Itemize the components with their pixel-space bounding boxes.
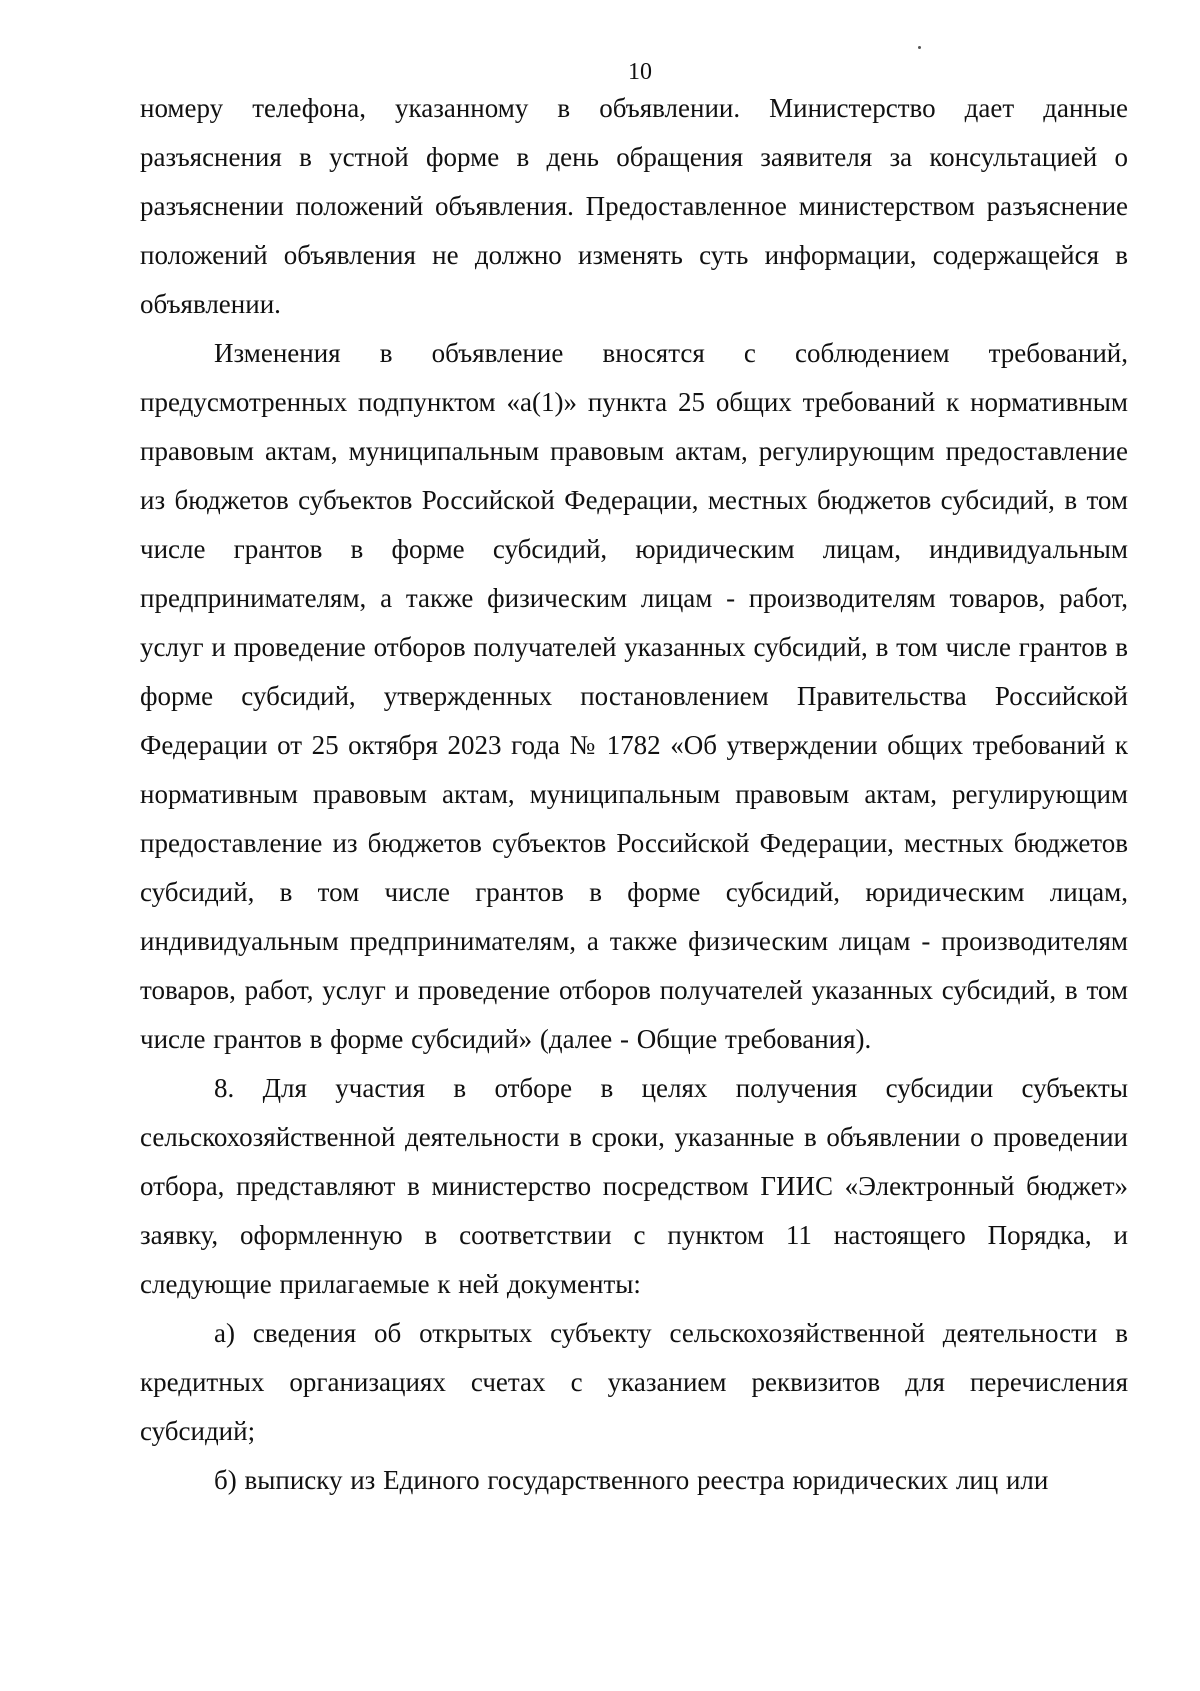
paragraph-subitem-a: а) сведения об открытых субъекту сельскохозяйственной деятельности в кредитных организациях счетах с указанием реквизитов для перечисления субсидий; bbox=[140, 1318, 1128, 1446]
paragraph-continuation: номеру телефона, указанному в объявлении. Министерство дает данные разъяснения в устной форме в день обращения заявителя за консультацией о разъяснении положений объявления. Предоставленное министерством разъяснение положений объявления не должно изменять суть информации, содержащейся в объявлении. bbox=[140, 93, 1128, 319]
scan-speck bbox=[918, 46, 921, 49]
paragraph-amendments: Изменения в объявление вносятся с соблюдением требований, предусмотренных подпунктом «а(1)» пункта 25 общих требований к нормативным правовым актам, муниципальным правовым актам, регулирующим предоставление из бюджетов субъектов Российской Федерации, местных бюджетов субсидий, в том числе грантов в форме субсидий, юридическим лицам, индивидуальным предпринимателям, а также физическим лицам - производителям товаров, работ, услуг и проведение отборов получателей указанных субсидий, в том числе грантов в форме субсидий, утвержденных постановлением Правительства Российской Федерации от 25 октября 2023 года № 1782 «Об утверждении общих требований к нормативным правовым актам, муниципальным правовым актам, регулирующим предоставление из бюджетов субъектов Российской Федерации, местных бюджетов субсидий, в том числе грантов в форме субсидий, юридическим лицам, индивидуальным предпринимателям, а также физическим лицам - производителям товаров, работ, услуг и проведение отборов получателей указанных субсидий, в том числе грантов в форме субсидий» (далее - Общие требования). bbox=[140, 338, 1128, 1054]
document-body bbox=[140, 84, 1128, 1505]
paragraph-subitem-b: б) выписку из Единого государственного реестра юридических лиц или bbox=[214, 1465, 1049, 1495]
page-number: 10 bbox=[628, 59, 652, 85]
paragraph-item-8: 8. Для участия в отборе в целях получения субсидии субъекты сельскохозяйственной деятельности в сроки, указанные в объявлении о проведении отбора, представляют в министерство посредством ГИИС «Электронный бюджет» заявку, оформленную в соответствии с пунктом 11 настоящего Порядка, и следующие прилагаемые к ней документы: bbox=[140, 1073, 1128, 1299]
